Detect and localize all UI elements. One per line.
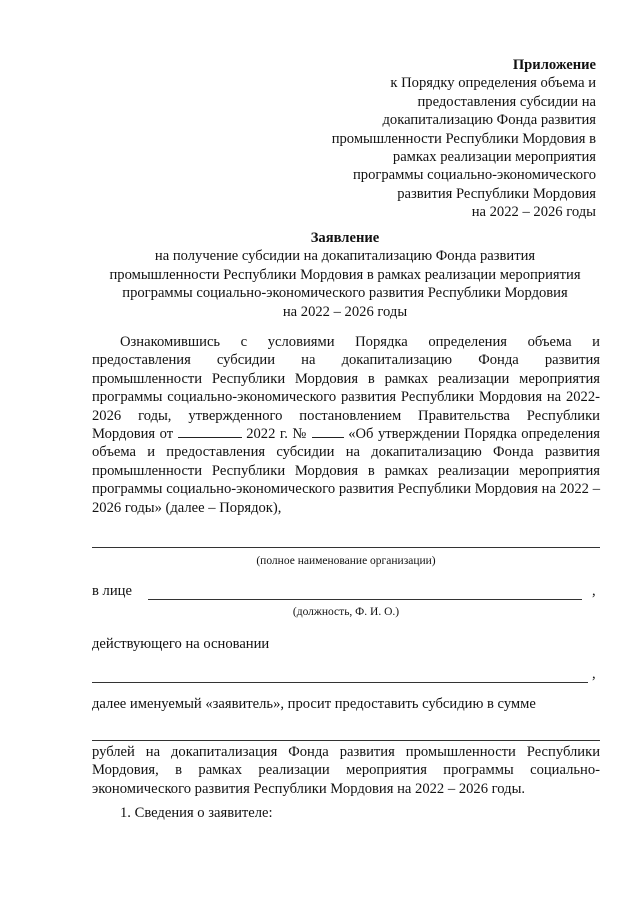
body-text-part1: Ознакомившись с условиями Порядка определения объема и предоставления субсидии на докапитализацию Фонда развития промышленности Республики Мордовия в рамках реализации мероприятия программы социально-экономического развития Республики Мордовия на 2022-2026 годы, утвержденного постановлением Правительства Республики Мордовия от xyxy=(92,334,600,443)
appendix-line: докапитализацию Фонда развития xyxy=(382,112,596,129)
appendix-line: на 2022 – 2026 годы xyxy=(471,204,596,221)
basis-label: действующего на основании xyxy=(92,636,270,652)
final-paragraph: рублей на докапитализация Фонда развития промышленности Республики Мордовия, в рамках реализации мероприятия программы социально-экономического развития Республики Мордовия на 2022 – 2026 годы. xyxy=(92,744,600,797)
appendix-line: к Порядку определения объема и xyxy=(390,75,596,92)
appendix-block xyxy=(276,56,596,222)
statement-line: промышленности Республики Мордовия в рамках реализации мероприятия xyxy=(109,266,581,283)
basis-line[interactable] xyxy=(92,682,588,683)
position-caption: (должность, Ф. И. О.) xyxy=(292,606,400,618)
appendix-line: программы социально-экономического xyxy=(353,167,596,184)
section-item-1: 1. Сведения о заявителе: xyxy=(120,805,273,821)
amount-line[interactable] xyxy=(92,740,600,741)
body-paragraph xyxy=(92,333,600,517)
date-blank[interactable] xyxy=(178,425,242,438)
number-blank[interactable] xyxy=(312,425,344,438)
in-person-line[interactable] xyxy=(148,599,582,600)
appendix-heading: Приложение xyxy=(512,57,596,73)
in-person-label: в лице xyxy=(92,583,132,599)
appendix-line: рамках реализации мероприятия xyxy=(392,149,596,166)
statement-line: на 2022 – 2026 годы xyxy=(282,303,408,320)
statement-heading: Заявление xyxy=(310,230,380,246)
org-name-line[interactable] xyxy=(92,547,600,548)
appendix-line: промышленности Республики Мордовия в xyxy=(331,130,596,147)
body-text-part3: «Об утверждении Порядка определения объема и предоставления субсидии на докапитализацию Фонда развития промышленности Республики Мордовия в рамках реализации мероприятия программы социально-экономического развития Республики Мордовия на 2022 – 2026 годы» (далее – Порядок), xyxy=(92,426,600,516)
org-name-caption: (полное наименование организации) xyxy=(256,555,436,567)
basis-comma: , xyxy=(592,666,596,682)
body-text-part2: 2022 г. № xyxy=(246,426,308,443)
request-text: далее именуемый «заявитель», просит предоставить субсидию в сумме xyxy=(92,696,536,712)
appendix-line: развития Республики Мордовия xyxy=(397,185,596,202)
in-person-comma: , xyxy=(592,583,596,599)
appendix-line: предоставления субсидии на xyxy=(417,93,596,110)
statement-title-block xyxy=(80,229,610,321)
statement-line: программы социально-экономического развития Республики Мордовия xyxy=(122,285,568,302)
statement-line: на получение субсидии на докапитализацию Фонда развития xyxy=(154,248,536,265)
